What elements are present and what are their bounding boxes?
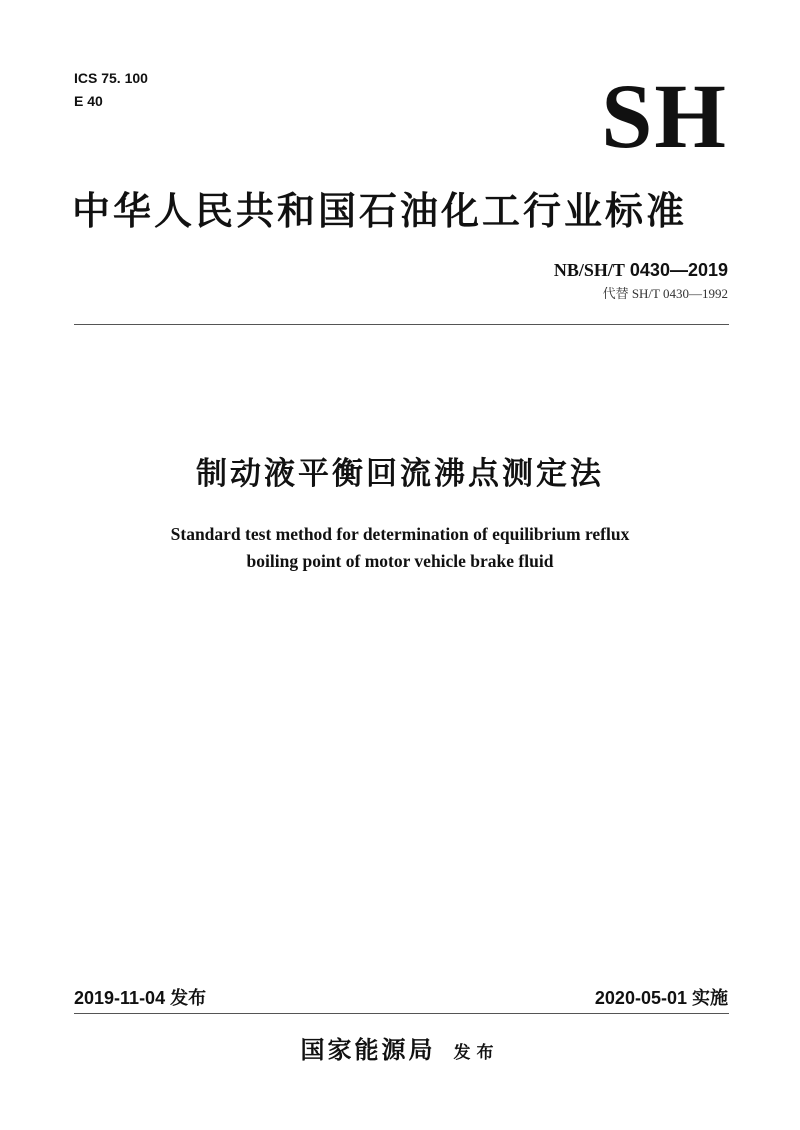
document-title-english-line1: Standard test method for determination of equilibrium reflux (170, 524, 630, 544)
issue-date-label: 发布 (170, 988, 207, 1009)
ccs-code: E 40 (74, 93, 103, 109)
sh-logo: SH (601, 65, 728, 167)
implementation-date-value: 2020-05-01 (594, 988, 687, 1008)
publisher-line (0, 1034, 800, 1069)
standard-number-prefix: NB/SH/T (553, 260, 625, 280)
publisher-organization: 国家能源局 (300, 1036, 436, 1064)
document-title-english-line2: boiling point of motor vehicle brake fluid (246, 551, 554, 571)
footer-divider (74, 1013, 729, 1014)
implementation-date (595, 984, 728, 1013)
header-divider (74, 324, 729, 325)
replaces-note: 代替 SH/T 0430—1992 (602, 286, 728, 301)
document-title-chinese: 制动液平衡回流沸点测定法 (196, 456, 604, 492)
ics-code: ICS 75. 100 (74, 70, 148, 86)
standard-number-value: 0430—2019 (624, 260, 728, 280)
implementation-date-label: 实施 (692, 988, 728, 1009)
issue-date-value: 2019-11-04 (74, 988, 166, 1008)
publisher-action: 发布 (453, 1043, 500, 1063)
standard-number (554, 258, 728, 282)
standard-category-title: 中华人民共和国石油化工行业标准 (72, 189, 688, 233)
issue-date (74, 984, 206, 1013)
